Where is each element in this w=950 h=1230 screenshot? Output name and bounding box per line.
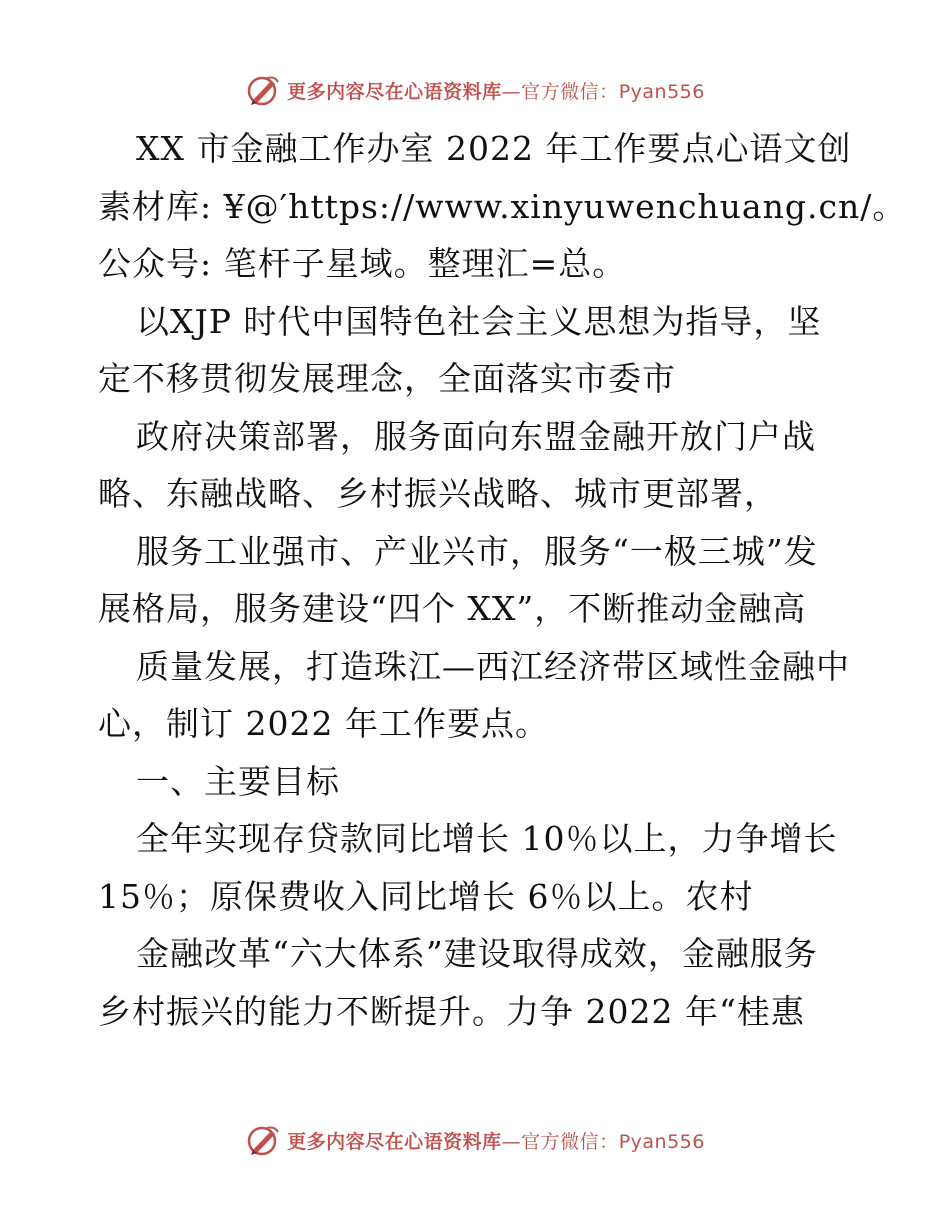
banner-wechat-id: Pyan556 xyxy=(618,80,705,103)
header-banner xyxy=(0,70,950,110)
document-line: XX 市金融工作办室 2022 年工作要点心语文创 xyxy=(136,129,852,168)
document-body xyxy=(98,120,907,1040)
document-line: 金融改革“六大体系”建设取得成效，金融服务 xyxy=(136,934,818,973)
document-line: 质量发展，打造珠江—西江经济带区域性金融中 xyxy=(136,646,850,686)
banner-wechat-label: 官方微信： xyxy=(521,1130,619,1153)
footer-banner xyxy=(0,1120,950,1160)
document-line: 全年实现存贷款同比增长 10％以上，力争增长 xyxy=(136,819,838,858)
banner-wechat-label: 官方微信： xyxy=(521,80,619,103)
document-line: 15％；原保费收入同比增长 6％以上。农村 xyxy=(98,876,754,916)
document-line: 素材库: ¥@′https://www.xinyuwenchuang.cn/。 xyxy=(98,186,907,226)
document-line: 公众号: 笔杆子星域。整理汇=总。 xyxy=(98,244,627,283)
document-line: 展格局，服务建设“四个 XX”，不断推动金融高 xyxy=(98,589,807,628)
document-line: 政府决策部署，服务面向东盟金融开放门户战 xyxy=(136,416,816,456)
pen-logo-icon xyxy=(245,72,281,108)
document-line: 以XJP 时代中国特色社会主义思想为指导，坚 xyxy=(136,301,822,341)
document-line: 一、主要目标 xyxy=(136,761,340,801)
document-line: 服务工业强市、产业兴市，服务“一极三城”发 xyxy=(136,531,818,571)
banner-separator: — xyxy=(501,1130,522,1153)
banner-wechat-id: Pyan556 xyxy=(618,1130,705,1153)
document-line: 乡村振兴的能力不断提升。力争 2022 年“桂惠 xyxy=(98,991,805,1031)
pen-logo-icon xyxy=(245,1122,281,1158)
banner-main-text: 更多内容尽在心语资料库 xyxy=(287,1130,502,1153)
document-line: 心，制订 2022 年工作要点。 xyxy=(98,704,549,743)
banner-main-text: 更多内容尽在心语资料库 xyxy=(287,80,502,103)
document-line: 定不移贯彻发展理念，全面落实市委市 xyxy=(98,359,676,398)
document-line: 略、东融战略、乡村振兴战略、城市更部署， xyxy=(98,474,778,513)
banner-separator: — xyxy=(501,80,522,103)
